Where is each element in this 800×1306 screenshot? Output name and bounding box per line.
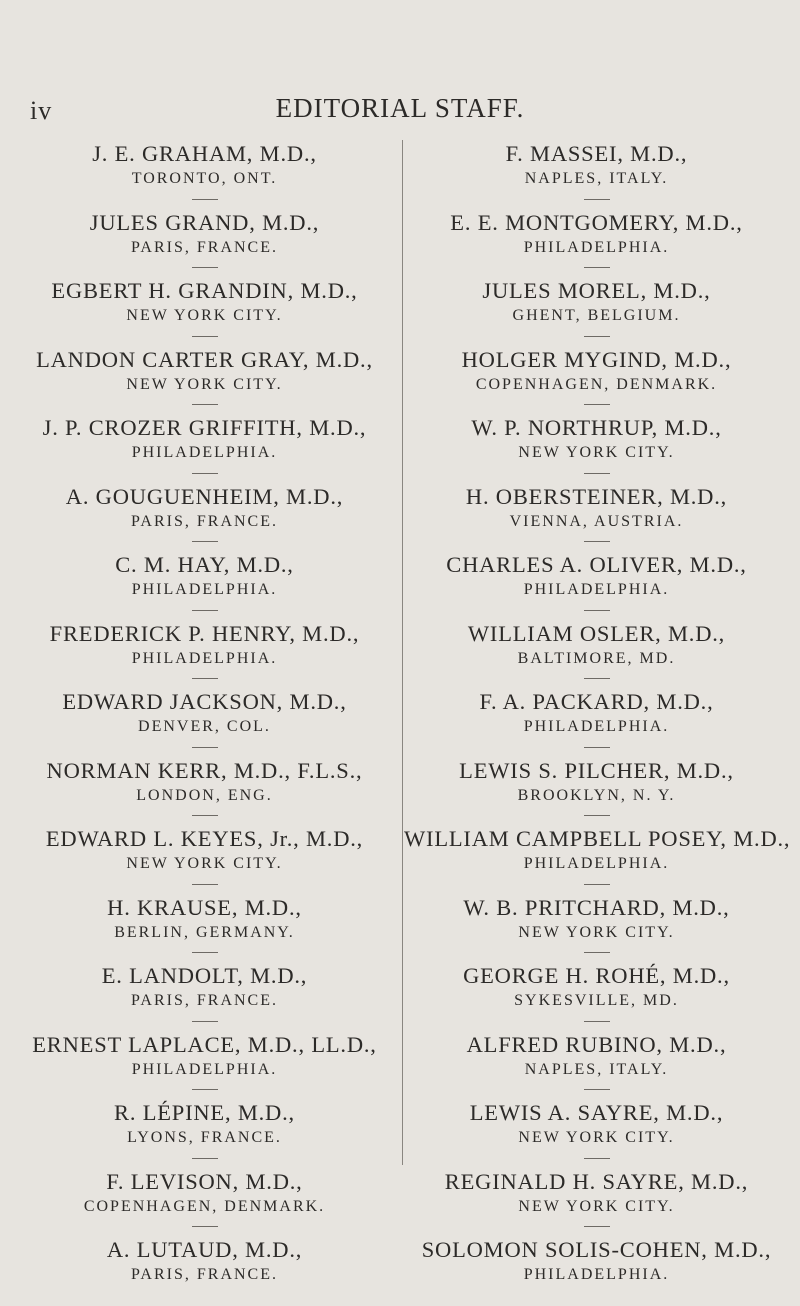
staff-location: COPENHAGEN, DENMARK. xyxy=(83,1197,326,1215)
entry-separator xyxy=(584,1089,610,1090)
staff-location: PHILADELPHIA. xyxy=(523,238,670,256)
left-column xyxy=(12,141,397,1306)
staff-name: R. LÉPINE, M.D., xyxy=(114,1100,295,1125)
staff-entry xyxy=(12,347,397,416)
staff-name: LANDON CARTER GRAY, M.D., xyxy=(36,346,373,372)
entry-separator xyxy=(584,1021,610,1022)
entry-separator xyxy=(192,1089,218,1090)
staff-location: PHILADELPHIA. xyxy=(131,581,278,598)
staff-location: NEW YORK CITY. xyxy=(518,1129,675,1146)
entry-separator xyxy=(584,199,610,200)
staff-entry xyxy=(12,758,397,827)
column-divider xyxy=(402,140,403,1165)
staff-location: NAPLES, ITALY. xyxy=(524,1060,669,1078)
staff-location: LONDON, ENG. xyxy=(136,786,273,804)
staff-location: PHILADELPHIA. xyxy=(523,581,670,598)
entry-separator xyxy=(192,199,218,200)
staff-location: NEW YORK CITY. xyxy=(126,307,283,324)
entry-separator xyxy=(584,473,610,474)
entry-separator xyxy=(192,610,218,611)
staff-entry xyxy=(12,689,397,758)
staff-name: JULES MOREL, M.D., xyxy=(482,278,711,303)
staff-location: TORONTO, ONT. xyxy=(131,170,278,187)
staff-name: J. E. GRAHAM, M.D., xyxy=(92,141,317,166)
entry-separator xyxy=(192,473,218,474)
staff-entry xyxy=(12,895,397,964)
staff-entry xyxy=(12,552,397,621)
staff-name: E. LANDOLT, M.D., xyxy=(101,963,308,988)
entry-separator xyxy=(192,1021,218,1022)
entry-separator xyxy=(192,952,218,953)
staff-location: LYONS, FRANCE. xyxy=(127,1129,282,1146)
staff-entry xyxy=(404,1169,789,1238)
staff-name: WILLIAM OSLER, M.D., xyxy=(467,620,726,646)
staff-location: COPENHAGEN, DENMARK. xyxy=(475,375,718,393)
staff-entry xyxy=(12,1100,397,1169)
staff-location: BERLIN, GERMANY. xyxy=(114,923,295,941)
entry-separator xyxy=(192,678,218,679)
staff-entry xyxy=(404,895,789,964)
staff-name: CHARLES A. OLIVER, M.D., xyxy=(446,552,747,577)
staff-name: HOLGER MYGIND, M.D., xyxy=(461,346,732,372)
entry-separator xyxy=(192,747,218,748)
staff-entry xyxy=(404,415,789,484)
entry-separator xyxy=(192,1158,218,1159)
staff-name: LEWIS S. PILCHER, M.D., xyxy=(459,757,734,783)
entry-separator xyxy=(192,404,218,405)
staff-name: E. E. MONTGOMERY, M.D., xyxy=(450,209,743,235)
staff-name: NORMAN KERR, M.D., F.L.S., xyxy=(46,757,363,783)
staff-entry xyxy=(12,278,397,347)
entry-separator xyxy=(584,336,610,337)
staff-name: H. OBERSTEINER, M.D., xyxy=(465,483,728,509)
entry-separator xyxy=(584,815,610,816)
staff-entry xyxy=(12,484,397,553)
entry-separator xyxy=(192,336,218,337)
staff-entry xyxy=(12,141,397,210)
staff-entry xyxy=(12,1032,397,1101)
staff-location: PHILADELPHIA. xyxy=(131,444,278,461)
staff-location: PARIS, FRANCE. xyxy=(130,992,278,1009)
staff-location: NEW YORK CITY. xyxy=(126,855,283,872)
staff-location: BROOKLYN, N. Y. xyxy=(517,786,676,804)
entry-separator xyxy=(192,267,218,268)
entry-separator xyxy=(584,747,610,748)
staff-name: ALFRED RUBINO, M.D., xyxy=(466,1031,727,1057)
staff-name: F. LEVISON, M.D., xyxy=(106,1168,303,1194)
staff-entry xyxy=(12,1169,397,1238)
staff-name: GEORGE H. ROHÉ, M.D., xyxy=(463,963,730,988)
entry-separator xyxy=(584,541,610,542)
staff-entry xyxy=(404,347,789,416)
entry-separator xyxy=(584,610,610,611)
entry-separator xyxy=(584,404,610,405)
staff-name: EGBERT H. GRANDIN, M.D., xyxy=(51,278,358,303)
staff-entry xyxy=(404,141,789,210)
staff-location: PHILADELPHIA. xyxy=(131,649,278,667)
entry-separator xyxy=(584,1158,610,1159)
staff-entry xyxy=(404,758,789,827)
entry-separator xyxy=(192,815,218,816)
page-title: EDITORIAL STAFF. xyxy=(275,93,525,123)
staff-entry xyxy=(404,826,789,895)
staff-location: PHILADELPHIA. xyxy=(523,718,670,735)
staff-name: A. LUTAUD, M.D., xyxy=(106,1237,303,1262)
staff-name: EDWARD L. KEYES, Jr., M.D., xyxy=(45,826,364,851)
staff-location: PARIS, FRANCE. xyxy=(130,512,278,530)
entry-separator xyxy=(584,678,610,679)
staff-name: C. M. HAY, M.D., xyxy=(115,552,294,577)
staff-entry xyxy=(404,278,789,347)
staff-name: WILLIAM CAMPBELL POSEY, M.D., xyxy=(404,826,791,851)
staff-entry xyxy=(404,963,789,1032)
staff-entry xyxy=(12,826,397,895)
staff-entry xyxy=(404,210,789,279)
staff-location: DENVER, COL. xyxy=(138,718,271,735)
staff-entry xyxy=(12,1237,397,1306)
staff-entry xyxy=(404,1237,789,1306)
staff-name: H. KRAUSE, M.D., xyxy=(107,894,302,920)
staff-name: J. P. CROZER GRIFFITH, M.D., xyxy=(42,415,367,440)
staff-location: NEW YORK CITY. xyxy=(518,1197,675,1215)
staff-name: A. GOUGUENHEIM, M.D., xyxy=(65,483,344,509)
entry-separator xyxy=(192,541,218,542)
entry-separator xyxy=(584,267,610,268)
staff-name: EDWARD JACKSON, M.D., xyxy=(62,689,347,714)
staff-location: BALTIMORE, MD. xyxy=(517,649,676,667)
staff-name: W. B. PRITCHARD, M.D., xyxy=(463,894,730,920)
staff-name: F. A. PACKARD, M.D., xyxy=(479,689,714,714)
staff-name: SOLOMON SOLIS-COHEN, M.D., xyxy=(421,1237,772,1262)
staff-name: F. MASSEI, M.D., xyxy=(505,141,688,166)
entry-separator xyxy=(584,952,610,953)
staff-location: NAPLES, ITALY. xyxy=(524,170,669,187)
staff-location: PHILADELPHIA. xyxy=(523,1266,670,1283)
staff-location: NEW YORK CITY. xyxy=(518,444,675,461)
staff-location: PHILADELPHIA. xyxy=(131,1060,278,1078)
staff-location: SYKESVILLE, MD. xyxy=(514,992,679,1009)
staff-location: PHILADELPHIA. xyxy=(523,855,670,872)
entry-separator xyxy=(584,1226,610,1227)
staff-name: JULES GRAND, M.D., xyxy=(89,209,320,235)
staff-name: FREDERICK P. HENRY, M.D., xyxy=(49,620,360,646)
staff-location: GHENT, BELGIUM. xyxy=(512,307,681,324)
staff-entry xyxy=(404,1032,789,1101)
page-number: iv xyxy=(30,96,53,125)
staff-entry xyxy=(404,1100,789,1169)
entry-separator xyxy=(584,884,610,885)
staff-entry xyxy=(12,415,397,484)
staff-location: VIENNA, AUSTRIA. xyxy=(509,512,684,530)
staff-name: ERNEST LAPLACE, M.D., LL.D., xyxy=(32,1031,377,1057)
staff-entry xyxy=(12,963,397,1032)
staff-location: PARIS, FRANCE. xyxy=(130,238,278,256)
staff-name: REGINALD H. SAYRE, M.D., xyxy=(444,1168,749,1194)
right-column xyxy=(404,141,789,1306)
staff-entry xyxy=(404,621,789,690)
staff-entry xyxy=(404,689,789,758)
staff-entry xyxy=(404,552,789,621)
staff-entry xyxy=(12,210,397,279)
staff-entry xyxy=(404,484,789,553)
staff-entry xyxy=(12,621,397,690)
entry-separator xyxy=(192,1226,218,1227)
staff-location: NEW YORK CITY. xyxy=(518,923,675,941)
staff-name: LEWIS A. SAYRE, M.D., xyxy=(469,1100,724,1125)
staff-name: W. P. NORTHRUP, M.D., xyxy=(471,415,722,440)
entry-separator xyxy=(192,884,218,885)
staff-location: NEW YORK CITY. xyxy=(126,375,283,393)
staff-location: PARIS, FRANCE. xyxy=(130,1266,278,1283)
